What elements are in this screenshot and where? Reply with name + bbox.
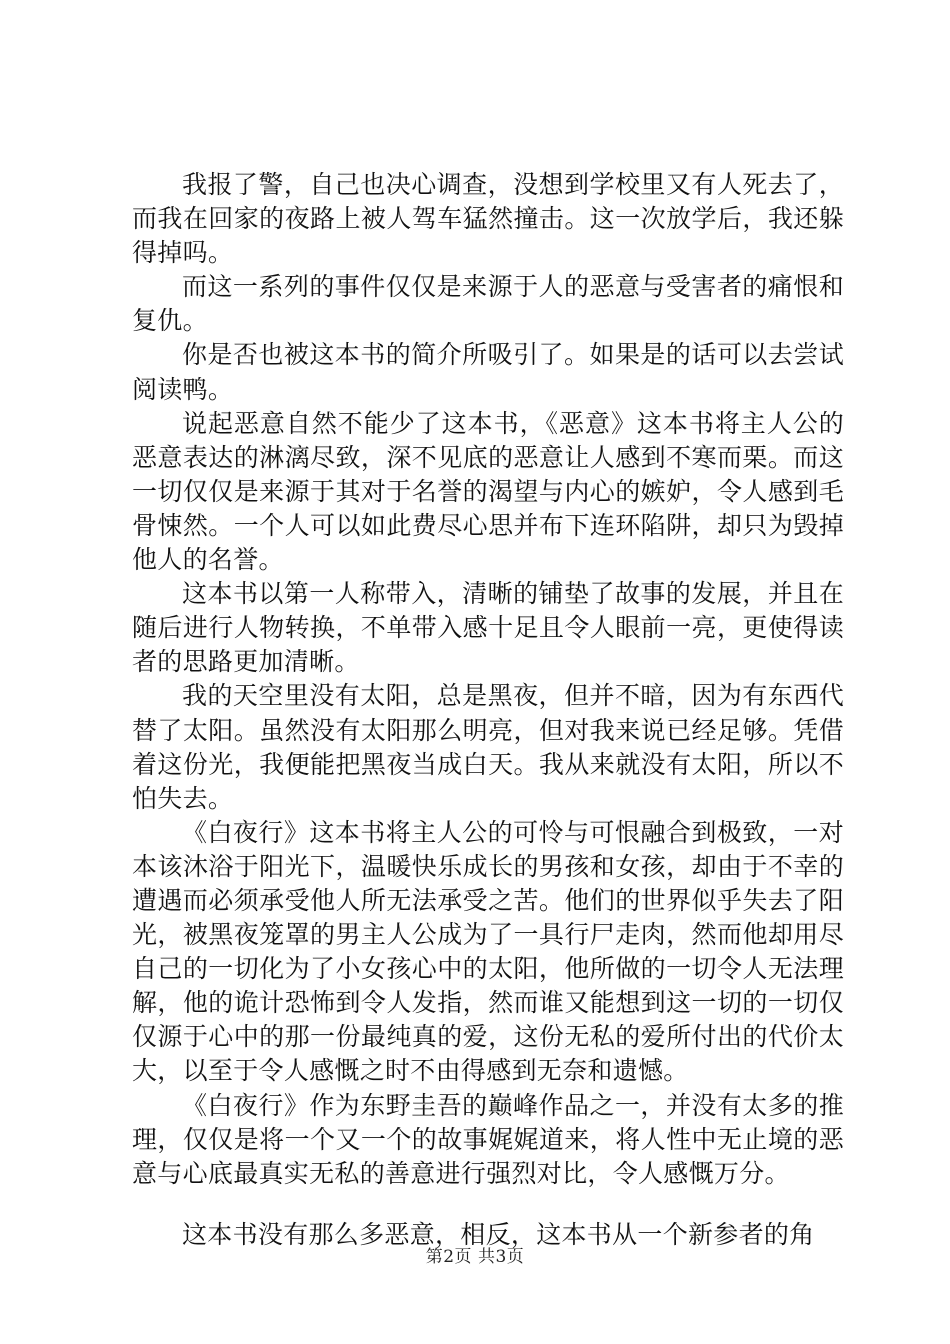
paragraph-newcomer: 这本书没有那么多恶意，相反，这本书从一个新参者的角 <box>182 1219 815 1249</box>
document-body <box>132 168 844 1252</box>
paragraph-invitation: 你是否也被这本书的简介所吸引了。如果是的话可以去尝试阅读鸭。 <box>132 340 844 404</box>
paragraph-sky-quote: 我的天空里没有太阳，总是黑夜，但并不暗，因为有东西代替了太阳。虽然没有太阳那么明亮，但对我来说已经足够。凭借着这份光，我便能把黑夜当成白天。我从来就没有太阳，所以不怕失去。 <box>132 681 844 813</box>
paragraph-first-person: 这本书以第一人称带入，清晰的铺垫了故事的发展，并且在随后进行人物转换，不单带入感十足且令人眼前一亮，更使得读者的思路更加清晰。 <box>132 579 844 677</box>
page-number-footer: 第2页 共3页 <box>425 1247 525 1267</box>
paragraph-malice-source: 而这一系列的事件仅仅是来源于人的恶意与受害者的痛恨和复仇。 <box>132 272 844 336</box>
paragraph-higashino: 《白夜行》作为东野圭吾的巅峰作品之一，并没有太多的推理，仅仅是将一个又一个的故事娓娓道来，将人性中无止境的恶意与心底最真实无私的善意进行强烈对比，令人感慨万分。 <box>132 1090 844 1188</box>
paragraph-white-night: 《白夜行》这本书将主人公的可怜与可恨融合到极致，一对本该沐浴于阳光下，温暖快乐成长的男孩和女孩，却由于不幸的遭遇而必须承受他人所无法承受之苦。他们的世界似乎失去了阳光，被黑夜笼罩的男主人公成为了一具行尸走肉，然而他却用尽自己的一切化为了小女孩心中的太阳，他所做的一切令人无法理解，他的诡计恐怖到令人发指，然而谁又能想到这一切的一切仅仅源于心中的那一份最纯真的爱，这份无私的爱所付出的代价太大，以至于令人感慨之时不由得感到无奈和遗憾。 <box>132 817 844 1086</box>
paragraph-malice-book: 说起恶意自然不能少了这本书，《恶意》这本书将主人公的恶意表达的淋漓尽致，深不见底的恶意让人感到不寒而栗。而这一切仅仅是来源于其对于名誉的渴望与内心的嫉妒，令人感到毛骨悚然。一个人可以如此费尽心思并布下连环陷阱，却只为毁掉他人的名誉。 <box>132 408 844 575</box>
paragraph-police-report: 我报了警，自己也决心调查，没想到学校里又有人死去了，而我在回家的夜路上被人驾车猛然撞击。这一次放学后，我还躲得掉吗。 <box>132 170 844 268</box>
